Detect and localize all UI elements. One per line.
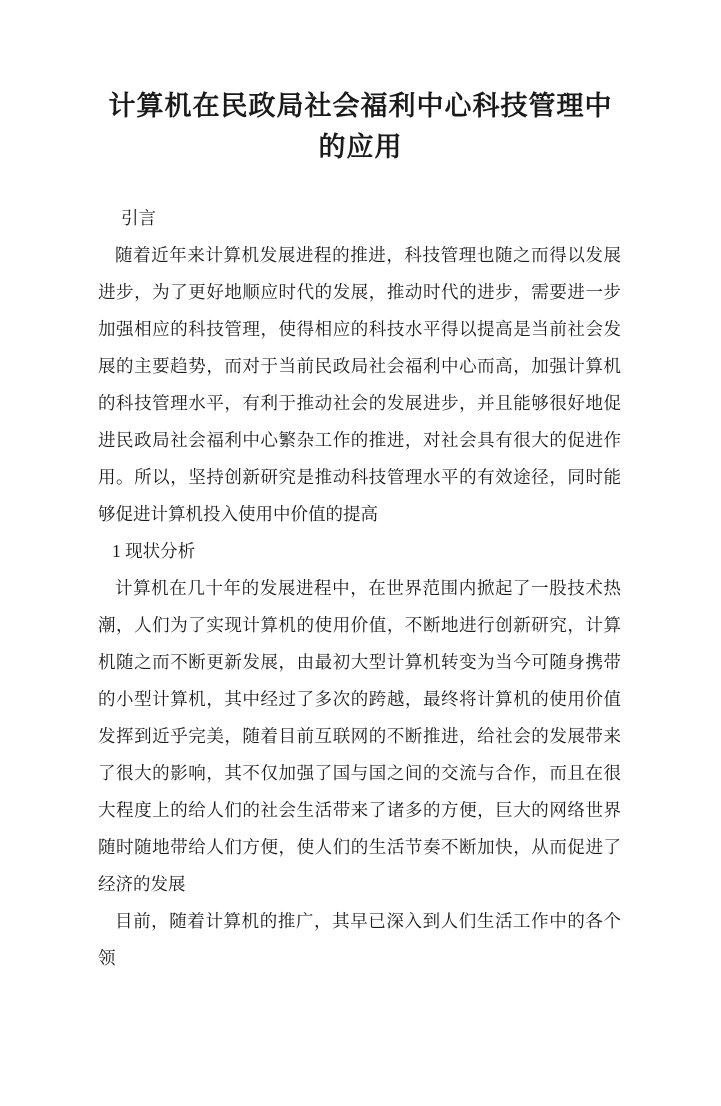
section-heading-introduction: 引言	[121, 208, 156, 228]
paragraph-analysis-1: 计算机在几十年的发展进程中，在世界范围内掀起了一股技术热潮，人们为了实现计算机的使用价值，不断地进行创新研究，计算机随之而不断更新发展，由最初大型计算机转变为当今可随身携带的小型计算机，其中经过了多次的跨越，最终将计算机的使用价值发挥到近乎完美，随着目前互联网的不断推进，给社会的发展带来了很大的影响，其不仅加强了国与国之间的交流与合作，而且在很大程度上的给人们的社会生活带来了诸多的方便，巨大的网络世界随时随地带给人们方便，使人们的生活节奏不断加快，从而促进了经济的发展	[98, 578, 621, 894]
document-body	[98, 200, 621, 977]
document-title: 计算机在民政局社会福利中心科技管理中的应用	[108, 91, 613, 162]
paragraph-analysis-2: 目前，随着计算机的推广，其早已深入到人们生活工作中的各个领	[98, 911, 621, 968]
paragraph-introduction: 随着近年来计算机发展进程的推进，科技管理也随之而得以发展进步，为了更好地顺应时代的发展，推动时代的进步，需要进一步加强相应的科技管理，使得相应的科技水平得以提高是当前社会发展的主要趋势，而对于当前民政局社会福利中心而高，加强计算机的科技管理水平，有利于推动社会的发展进步，并且能够很好地促进民政局社会福利中心繁杂工作的推进，对社会具有很大的促进作用。所以，坚持创新研究是推动科技管理水平的有效途径，同时能够促进计算机投入使用中价值的提高	[98, 245, 621, 524]
document-page	[0, 86, 721, 1106]
section-heading-status-analysis: 1 现状分析	[112, 541, 196, 561]
